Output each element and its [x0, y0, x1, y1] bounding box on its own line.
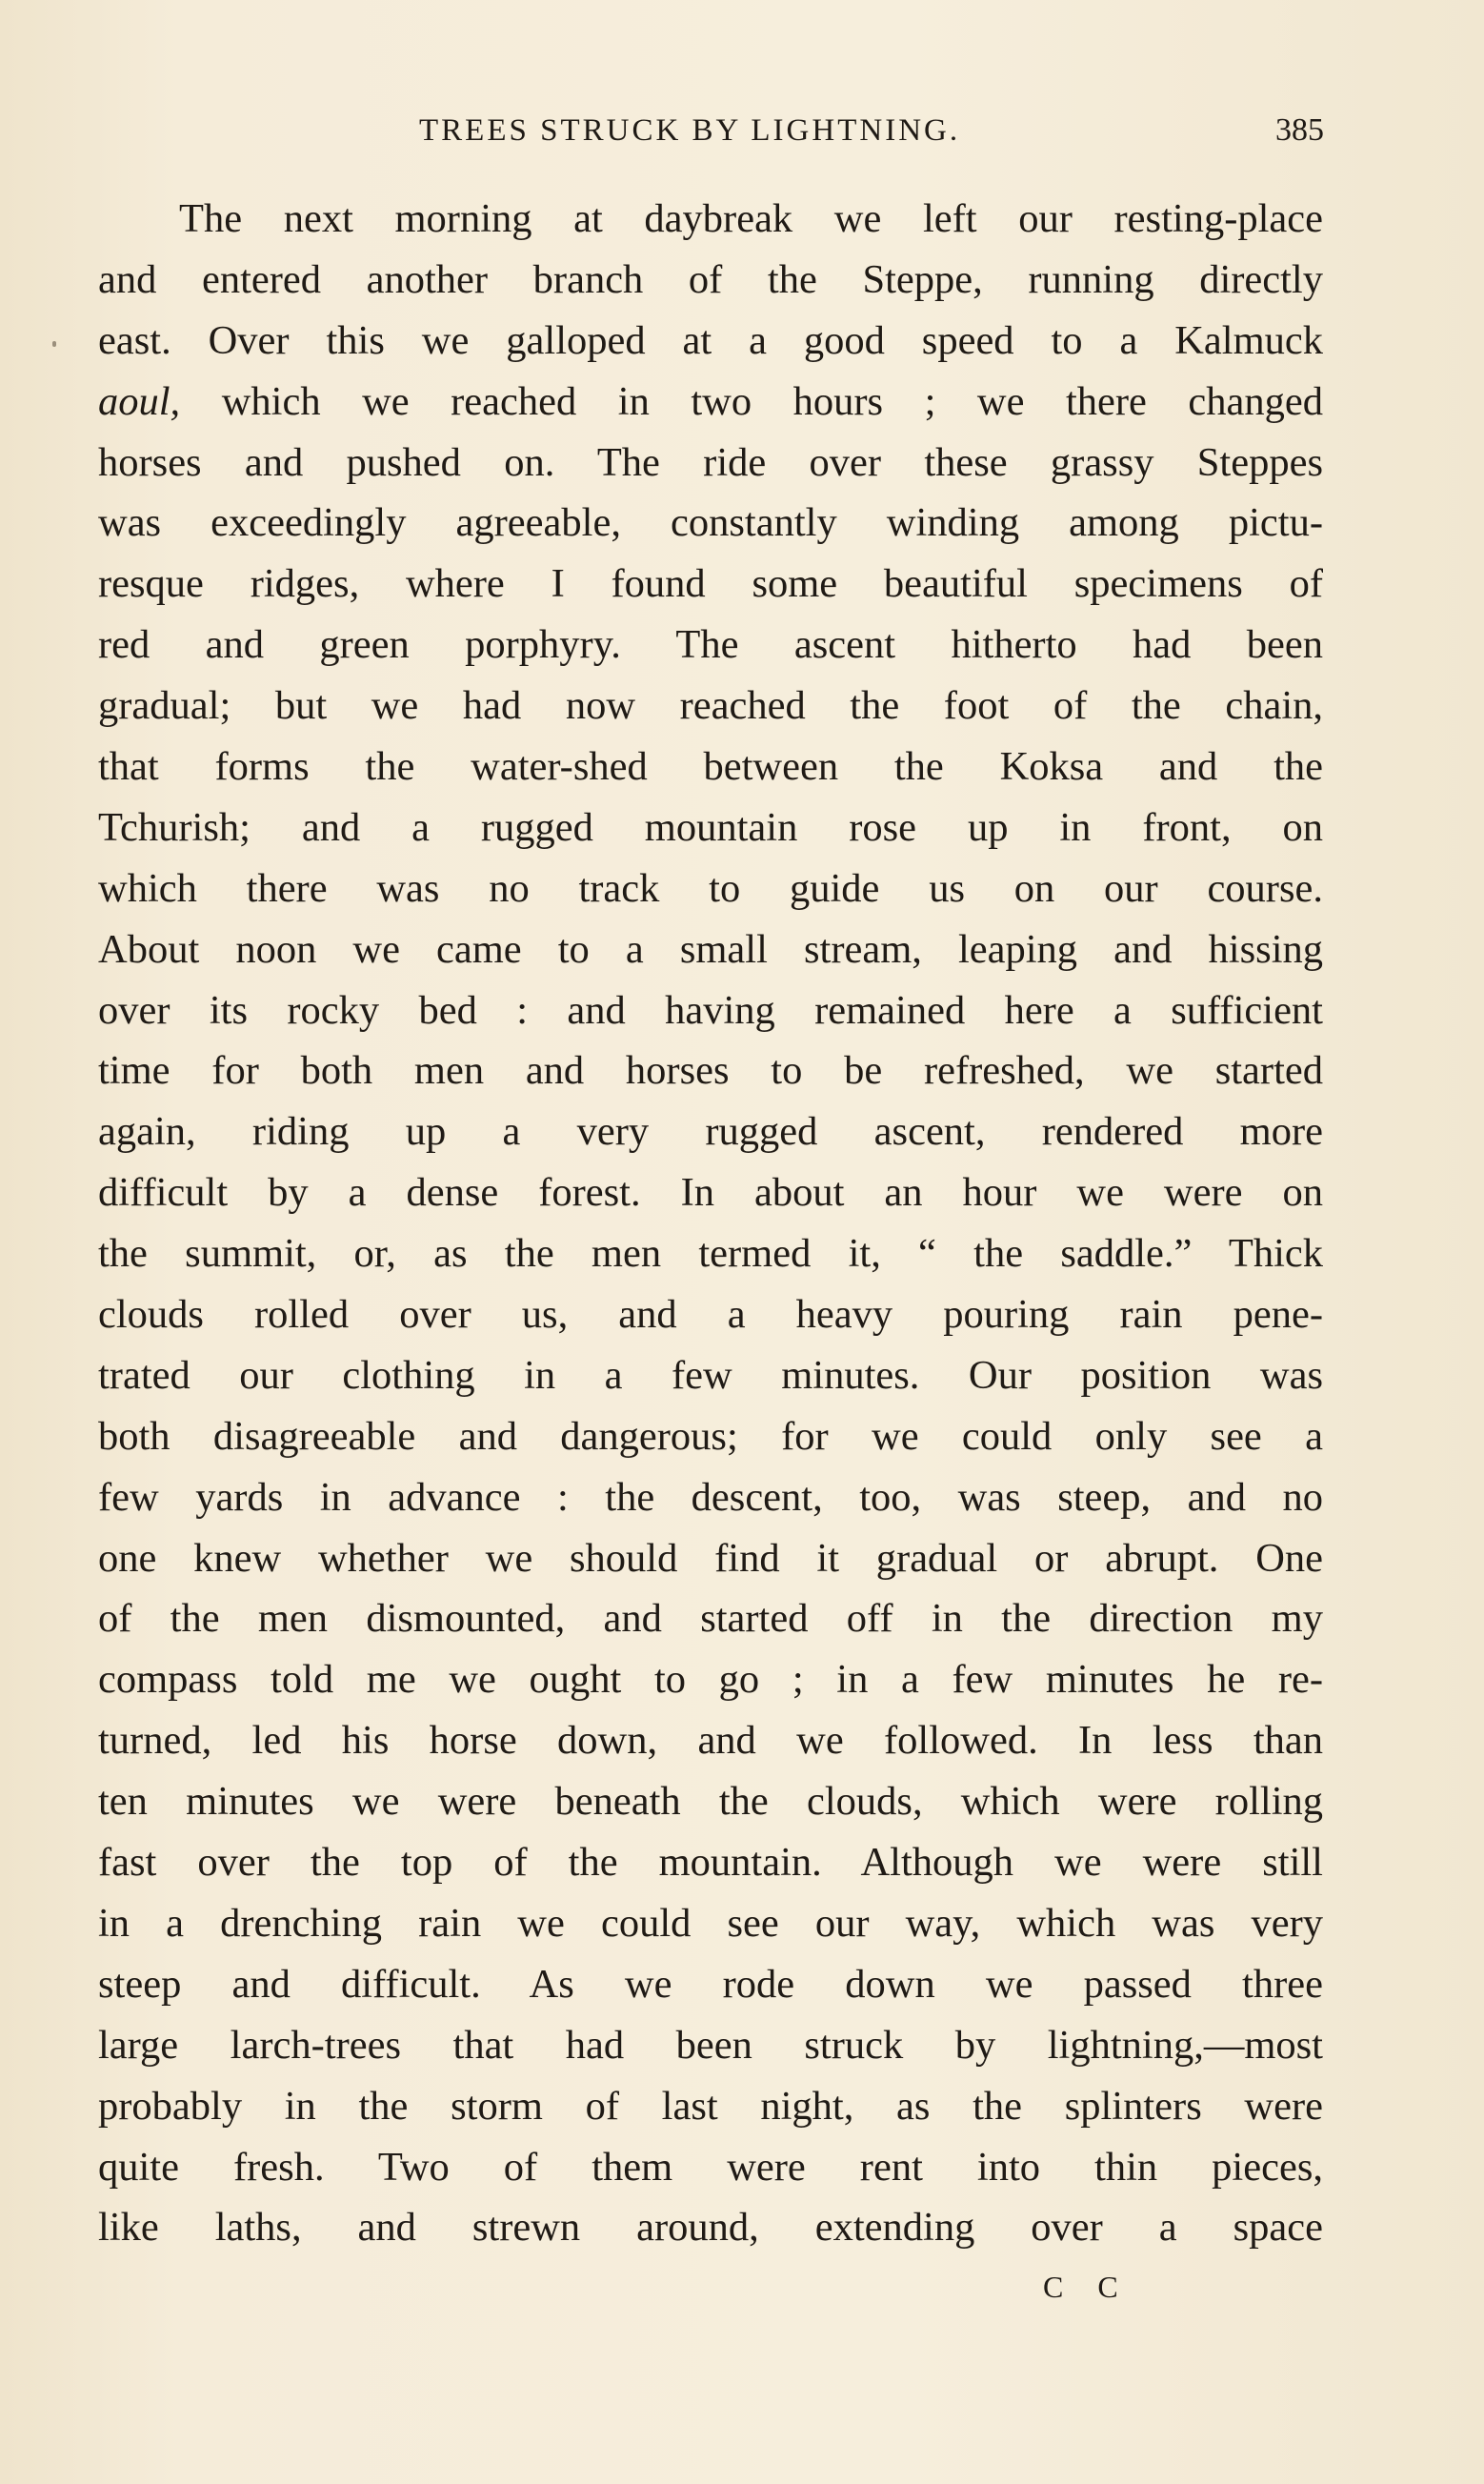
- text-line: The next morning at daybreak we left our resting-place: [179, 196, 1323, 241]
- text-line: east. Over this we galloped at a good speed to a Kalmuck: [98, 317, 1323, 363]
- text-line-rest: which we reached in two hours ; we there changed: [221, 378, 1323, 424]
- text-line: one knew whether we should find it gradual or abrupt. One: [98, 1535, 1323, 1581]
- text-line: [98, 372, 1323, 433]
- text-line: the summit, or, as the men termed it, “ the saddle.” Thick: [98, 1231, 1323, 1277]
- text-line: was exceedingly agreeable, constantly winding among pictu-: [98, 500, 1323, 546]
- ink-speck: [52, 341, 56, 347]
- text-line: red and green porphyry. The ascent hitherto had been: [98, 622, 1323, 668]
- text-line: which there was no track to guide us on our course.: [98, 865, 1323, 911]
- text-line: gradual; but we had now reached the foot of the chain,: [98, 683, 1323, 729]
- text-line: like laths, and strewn around, extending over a space: [98, 2205, 1323, 2251]
- text-line: steep and difficult. As we rode down we passed three: [98, 1961, 1323, 2007]
- text-line: in a drenching rain we could see our way, which was very: [98, 1900, 1323, 1946]
- text-line: that forms the water-shed between the Koksa and the: [98, 744, 1323, 790]
- text-line: over its rocky bed : and having remained here a sufficient: [98, 987, 1323, 1033]
- page-number: 385: [1275, 112, 1324, 148]
- text-line: few yards in advance : the descent, too, was steep, and no: [98, 1474, 1323, 1520]
- text-line: turned, led his horse down, and we followed. In less than: [98, 1718, 1323, 1764]
- text-line: horses and pushed on. The ride over these grassy Steppes: [98, 439, 1323, 485]
- text-line: time for both men and horses to be refreshed, we started: [98, 1048, 1323, 1094]
- text-line: resque ridges, where I found some beautiful specimens of: [98, 561, 1323, 607]
- body-paragraph: [98, 189, 1323, 2258]
- text-line: again, riding up a very rugged ascent, rendered more: [98, 1109, 1323, 1155]
- signature-mark: C C: [1043, 2270, 1132, 2304]
- running-head: [95, 107, 1324, 154]
- text-line: ten minutes we were beneath the clouds, which were rolling: [98, 1779, 1323, 1825]
- text-line: probably in the storm of last night, as the splinters were: [98, 2083, 1323, 2129]
- italic-word: aoul,: [98, 378, 181, 424]
- text-line: both disagreeable and dangerous; for we could only see a: [98, 1413, 1323, 1459]
- text-line: of the men dismounted, and started off in the direction my: [98, 1596, 1323, 1642]
- running-title: TREES STRUCK BY LIGHTNING.: [419, 113, 961, 148]
- text-line: large larch-trees that had been struck by lightning,—most: [98, 2022, 1323, 2068]
- text-line: About noon we came to a small stream, leaping and hissing: [98, 926, 1323, 972]
- text-line: and entered another branch of the Steppe, running directly: [98, 256, 1323, 302]
- text-line: quite fresh. Two of them were rent into thin pieces,: [98, 2144, 1323, 2190]
- text-line: fast over the top of the mountain. Although we were still: [98, 1840, 1323, 1886]
- text-line: clouds rolled over us, and a heavy pouring rain pene-: [98, 1292, 1323, 1338]
- text-line: compass told me we ought to go ; in a few minutes he re-: [98, 1657, 1323, 1703]
- text-line: difficult by a dense forest. In about an hour we were on: [98, 1170, 1323, 1216]
- text-line: trated our clothing in a few minutes. Our position was: [98, 1352, 1323, 1398]
- text-line: Tchurish; and a rugged mountain rose up in front, on: [98, 804, 1323, 850]
